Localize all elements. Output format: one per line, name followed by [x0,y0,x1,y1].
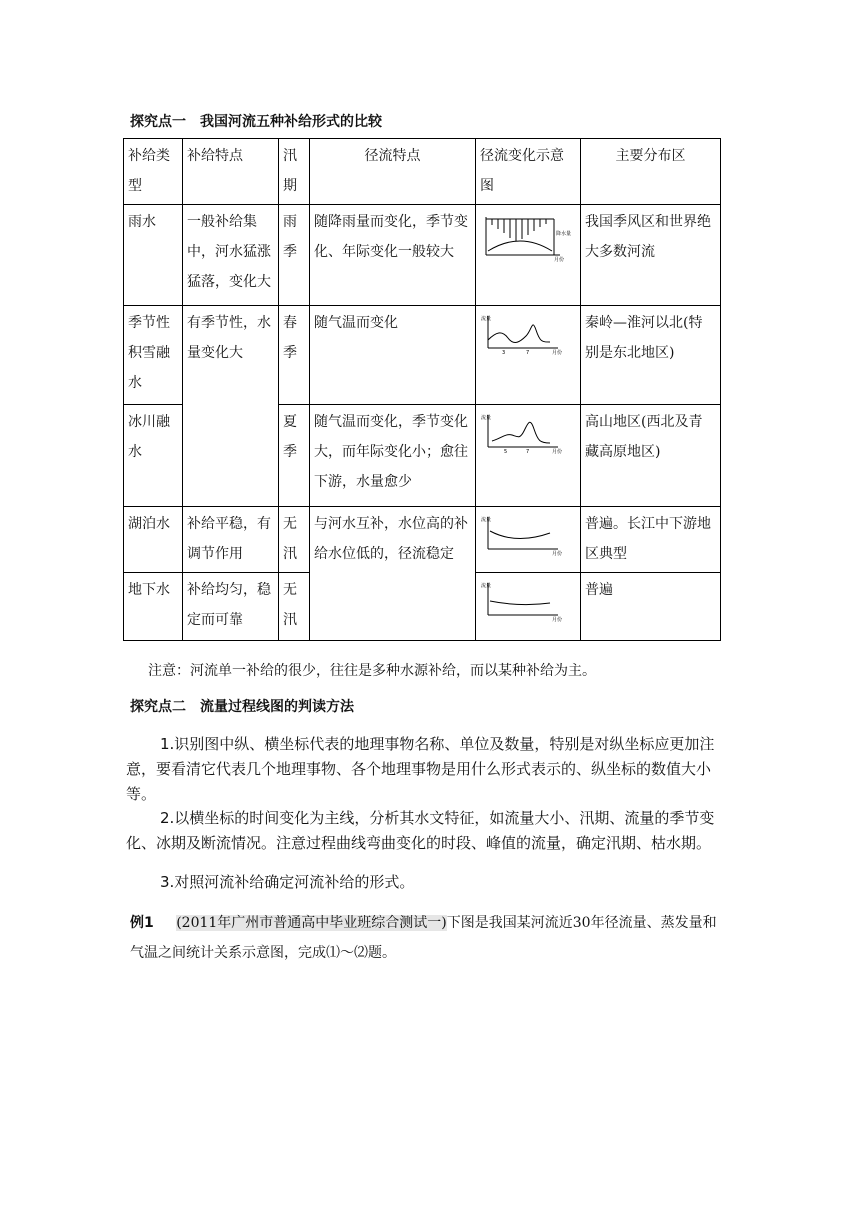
chart-cell [476,405,581,507]
feature-cell: 补给均匀，稳定而可靠 [183,573,279,641]
mini-x-tick: 7 [526,449,530,455]
runoff-cell: 随降雨量而变化，季节变化、年际变化一般较大 [310,205,476,306]
header-cell: 径流变化示意图 [476,139,581,205]
feature-cell: 一般补给集中，河水猛涨猛落，变化大 [183,205,279,306]
mini-x-label: 月份 [554,257,565,263]
section2-title: 探究点二 流量过程线图的判读方法 [130,699,354,715]
type-cell: 地下水 [124,573,183,641]
type-cell: 湖泊水 [124,507,183,573]
mini-x-tick: 5 [504,449,508,455]
example-1 [130,908,730,968]
rain-runoff-chart [480,211,572,263]
method-paragraph: 2.以横坐标的时间变化为主线，分析其水文特征，如流量大小、汛期、流量的季节变化、冰期及断流情况。注意过程曲线弯曲变化的时段、峰值的流量，确定汛期、枯水期。 [126,809,715,852]
chart-cell [476,205,581,306]
method-paragraph: 1.识别图中纵、横坐标代表的地理事物名称、单位及数量，特别是对纵坐标应更加注意，要看清它代表几个地理事物、各个地理事物是用什么形式表示的、纵坐标的数值大小等。 [126,735,715,803]
example-source: (2011年广州市普通高中毕业班综合测试一) [176,915,447,931]
header-cell: 主要分布区 [581,139,721,205]
section1-title: 探究点一 我国河流五种补给形式的比较 [130,114,382,130]
flood-cell: 雨季 [279,205,310,306]
area-cell: 普遍。长江中下游地区典型 [581,507,721,573]
example-text: 下图是我国某河流近30年径流量、蒸发量和气温之间统计关系示意图，完成⑴～⑵题。 [130,915,717,961]
glacier-runoff-chart [480,411,566,455]
type-cell: 季节性积雪融水 [124,306,183,405]
chart-cell [476,573,581,641]
flood-cell: 无汛 [279,573,310,641]
mini-x-label: 月份 [552,551,563,557]
area-cell: 普遍 [581,573,721,641]
header-cell: 径流特点 [310,139,476,205]
flood-cell: 春季 [279,306,310,405]
chart-cell [476,306,581,405]
mini-x-label: 月份 [552,350,563,356]
area-cell: 我国季风区和世界绝大多数河流 [581,205,721,306]
type-cell: 冰川融水 [124,405,183,507]
table-header-row [124,139,721,205]
header-cell: 补给类型 [124,139,183,205]
note-text: 注意：河流单一补给的很少，往往是多种水源补给，而以某种补给为主。 [148,663,596,679]
area-cell: 高山地区(西北及青藏高原地区) [581,405,721,507]
runoff-cell: 与河水互补，水位高的补给水位低的，径流稳定 [310,507,476,641]
feature-cell: 有季节性，水量变化大 [183,306,279,507]
mini-y-label: 流量 [481,583,492,589]
runoff-cell: 随气温而变化 [310,306,476,405]
flood-cell: 无汛 [279,507,310,573]
chart-cell [476,507,581,573]
mini-x-label: 月份 [552,617,563,623]
mini-right-label: 降水量 [556,231,572,237]
header-cell: 补给特点 [183,139,279,205]
mini-x-tick: 3 [502,350,506,356]
method-paragraph: 3.对照河流补给确定河流补给的形式。 [160,873,415,891]
groundwater-runoff-chart [480,579,566,623]
lake-runoff-chart [480,513,566,557]
mini-y-label: 流量 [481,316,492,322]
table-row [124,205,721,306]
flood-cell: 夏季 [279,405,310,507]
mini-x-label: 月份 [552,449,563,455]
mini-x-tick: 7 [526,350,530,356]
table-row [124,507,721,573]
table-row [124,306,721,405]
type-cell: 雨水 [124,205,183,306]
header-cell: 汛期 [279,139,310,205]
mini-y-label: 流量 [481,415,492,421]
mini-y-label: 流量 [481,517,492,523]
runoff-cell: 随气温而变化，季节变化大，而年际变化小；愈往下游，水量愈少 [310,405,476,507]
snowmelt-runoff-chart [480,312,566,356]
area-cell: 秦岭—淮河以北(特别是东北地区) [581,306,721,405]
feature-cell: 补给平稳，有调节作用 [183,507,279,573]
supply-comparison-table [123,138,721,641]
example-label: 例1 [130,915,154,931]
